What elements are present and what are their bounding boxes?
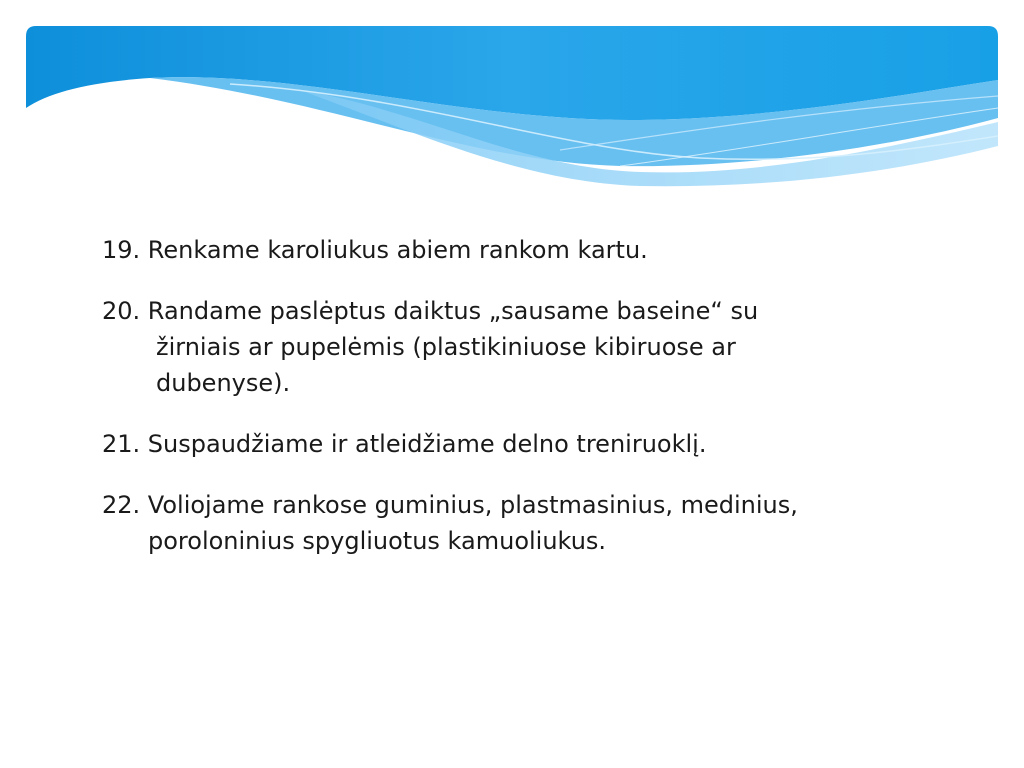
item-20-line-1: 20. Randame paslėptus daiktus „sausame baseine“ su	[102, 297, 759, 325]
list-item-20	[102, 293, 962, 401]
item-20-line-2: žirniais ar pupelėmis (plastikiniuose kibiruose ar	[156, 333, 736, 361]
list-item-19	[102, 232, 962, 268]
item-22-line-1: 22. Voliojame rankose guminius, plastmasinius, medinius,	[102, 491, 798, 519]
slide-body	[102, 232, 962, 584]
wave-header-decoration	[0, 0, 1024, 190]
item-22-line-2: poroloninius spygliuotus kamuoliukus.	[148, 527, 607, 555]
item-20-line-3: dubenyse).	[156, 369, 291, 397]
item-21-line-1: 21. Suspaudžiame ir atleidžiame delno treniruoklį.	[102, 430, 707, 458]
list-item-22	[102, 487, 962, 559]
list-item-21	[102, 426, 962, 462]
item-19-line-1: 19. Renkame karoliukus abiem rankom kartu.	[102, 236, 648, 264]
